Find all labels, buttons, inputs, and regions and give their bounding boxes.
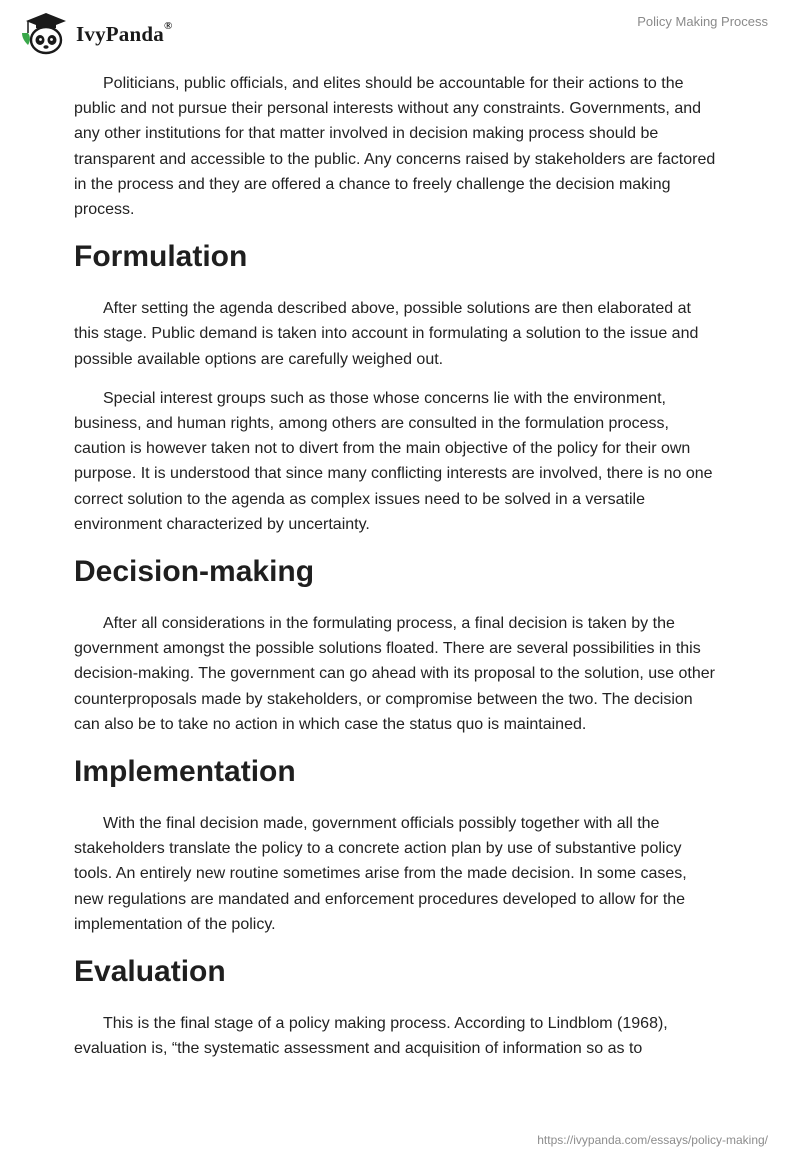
section-heading-implementation: Implementation [74, 755, 296, 789]
section-heading-formulation: Formulation [74, 240, 248, 274]
document-title: Policy Making Process [637, 14, 768, 29]
intro-paragraph: Politicians, public officials, and elites should be accountable for their actions to the public and not pursue their personal interests without any constraints. Governments, and any other institutions for that matter involved in decision making process should be transparent and accessible to the public. Any concerns raised by stakeholders are factored in the process and they are offered a chance to freely challenge the decision making process. [74, 75, 716, 219]
brand-logo-link[interactable] [16, 9, 172, 55]
decision-making-paragraph-1: After all considerations in the formulating process, a final decision is taken by the government amongst the possible solutions floated. There are several possibilities in this decision-making. The government can go ahead with its proposal to the solution, use other counterproposals made by stakeholders, or compromise between the two. The decision can also be to take no action in which case the status quo is maintained. [74, 615, 715, 733]
page-header [0, 0, 800, 64]
panda-graduate-icon [16, 9, 70, 55]
implementation-paragraph-1: With the final decision made, government officials possibly together with all the stakeholders translate the policy to a concrete action plan by use of substantive policy tools. An entirely new routine sometimes arise from the made decision. In some cases, new regulations are mandated and enforcement procedures developed to allow for the implementation of the policy. [74, 815, 687, 933]
formulation-paragraph-1: After setting the agenda described above, possible solutions are then elaborated at this stage. Public demand is taken into account in formulating a solution to the issue and possible available options are carefully weighed out. [74, 300, 699, 368]
section-heading-decision-making: Decision-making [74, 555, 315, 589]
source-url-link[interactable]: https://ivypanda.com/essays/policy-making/ [537, 1133, 768, 1147]
formulation-paragraph-2: Special interest groups such as those whose concerns lie with the environment, business, and human rights, among others are consulted in the formulation process, caution is however taken not to divert from the main objective of the policy for their own purpose. It is understood that since many conflicting interests are involved, there is no one correct solution to the agenda as complex issues need to be solved in a versatile environment characterized by uncertainty. [74, 389, 713, 533]
essay-content [74, 71, 720, 1075]
section-heading-evaluation: Evaluation [74, 955, 226, 989]
evaluation-paragraph-1: This is the final stage of a policy making process. According to Lindblom (1968), evaluation is, “the systematic assessment and acquisition of information so as to [74, 1015, 668, 1058]
brand-name: IvyPanda® [76, 19, 173, 46]
